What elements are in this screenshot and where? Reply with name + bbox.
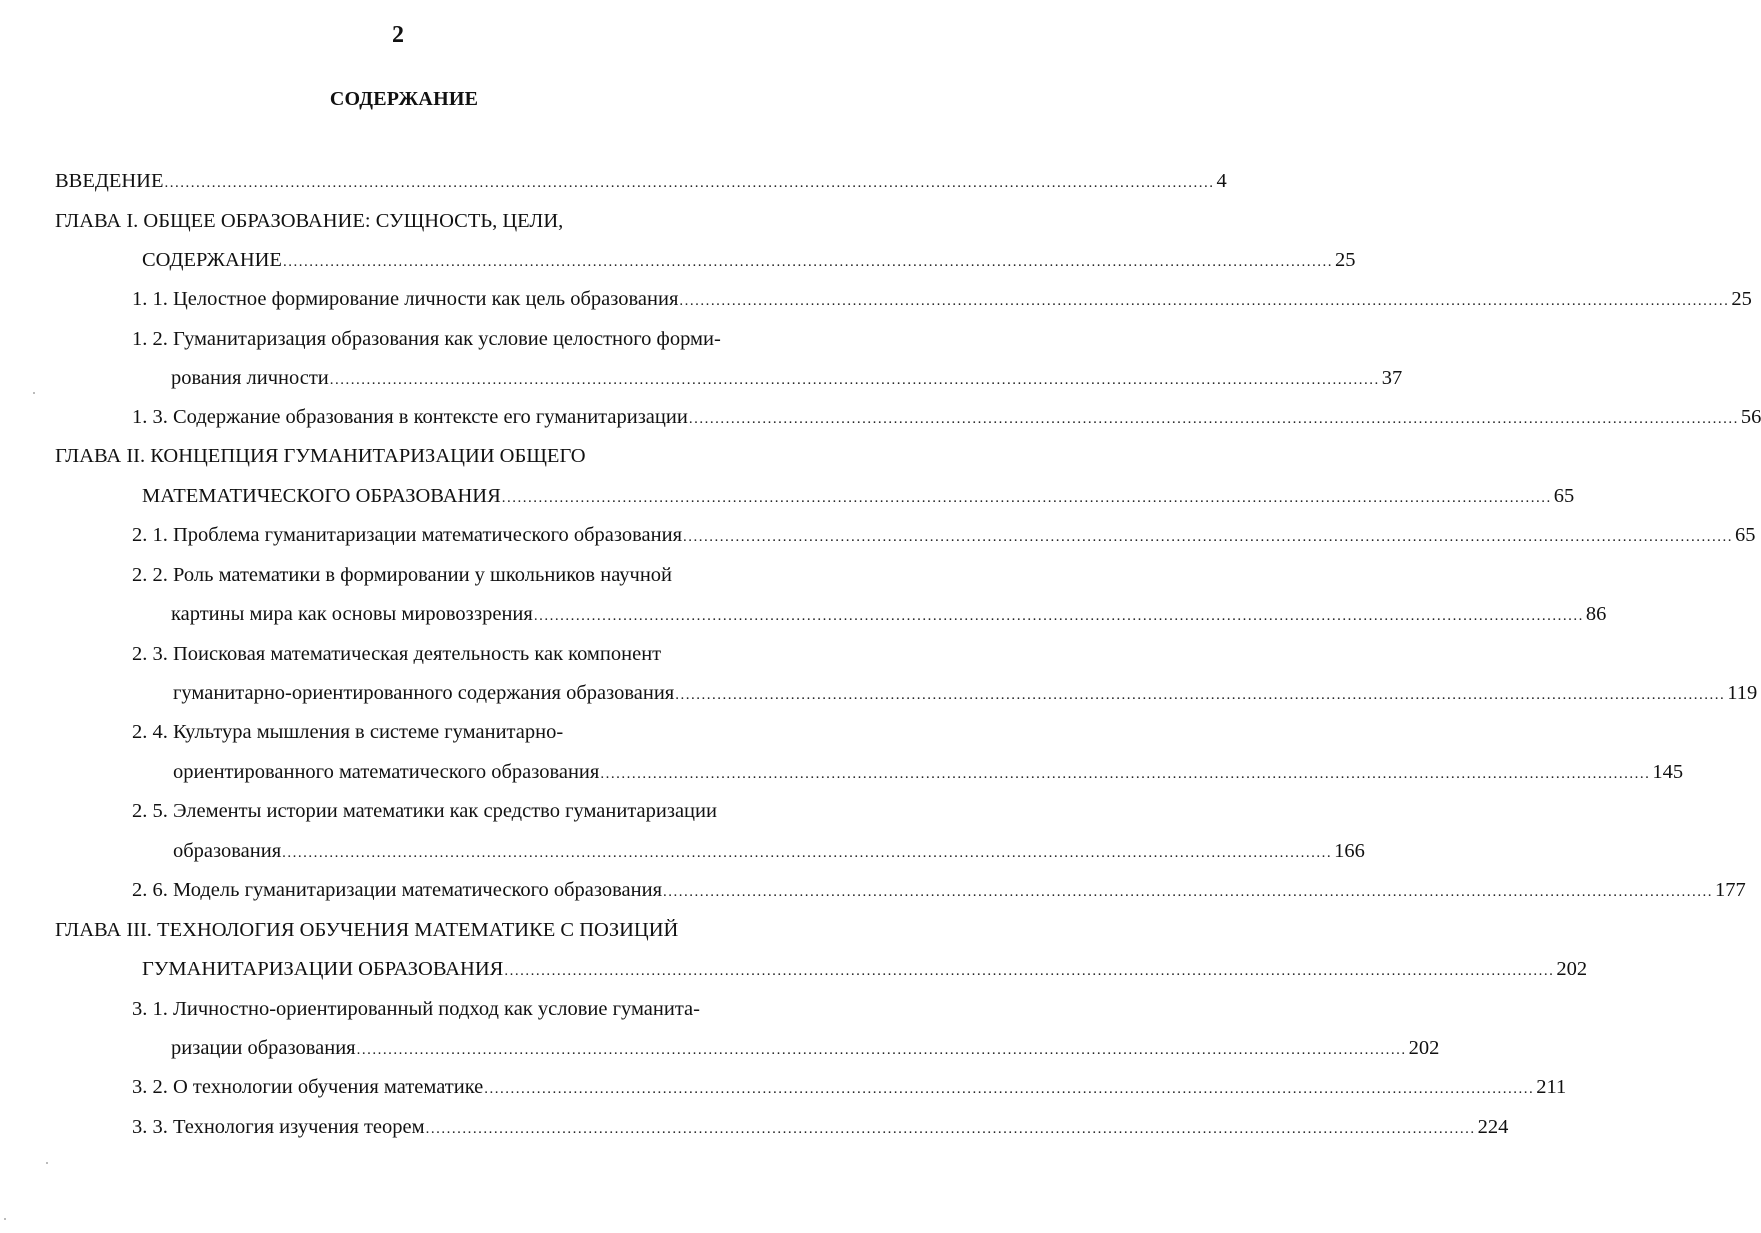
page-title: СОДЕРЖАНИЕ — [329, 88, 479, 110]
toc-section-2-2 — [132, 560, 782, 590]
toc-chapter-2-heading — [55, 441, 755, 471]
toc-entry-text: 1. 1. Целостное формирование личности как цель образования — [132, 288, 679, 310]
dot-leader: ........................................................................................................................................................................................................ — [356, 1042, 1407, 1058]
toc-entry-text: гуманитарно-ориентированного содержания образования — [173, 682, 675, 704]
toc-chapter-3-heading-cont — [142, 954, 1588, 984]
toc-entry-text: ГЛАВА III. ТЕХНОЛОГИЯ ОБУЧЕНИЯ МАТЕМАТИКЕ С ПОЗИЦИЙ — [55, 919, 679, 941]
toc-entry-page: 119 — [1727, 682, 1758, 704]
toc-entry-text: ГЛАВА I. ОБЩЕЕ ОБРАЗОВАНИЕ: СУЩНОСТЬ, ЦЕЛИ, — [55, 210, 564, 232]
toc-entry-page: 37 — [1381, 367, 1403, 389]
toc-entry-text: 3. 3. Технология изучения теорем — [132, 1116, 425, 1138]
toc-entry-page: 202 — [1408, 1037, 1440, 1059]
dot-leader: ........................................................................................................................................................................................................ — [663, 884, 1714, 900]
scan-speck — [4, 1218, 6, 1220]
toc-entry-page: 25 — [1334, 249, 1356, 271]
toc-section-2-6 — [132, 875, 1746, 905]
toc-entry-text: 2. 3. Поисковая математическая деятельность как компонент — [132, 643, 662, 665]
toc-entry-page: 65 — [1553, 485, 1575, 507]
toc-section-1-3 — [132, 402, 1761, 432]
toc-entry-page: 4 — [1216, 170, 1227, 192]
toc-entry-introduction — [55, 166, 1227, 196]
dot-leader: ........................................................................................................................................................................................................ — [484, 1081, 1535, 1097]
toc-entry-text: ГЛАВА II. КОНЦЕПЦИЯ ГУМАНИТАРИЗАЦИИ ОБЩЕГО — [55, 445, 586, 467]
dot-leader: ........................................................................................................................................................................................................ — [688, 411, 1739, 427]
dot-leader: ........................................................................................................................................................................................................ — [329, 372, 1380, 388]
toc-entry-text: рования личности — [171, 367, 329, 389]
toc-entry-text: 2. 4. Культура мышления в системе гуманитарно- — [132, 721, 564, 743]
toc-entry-text: 2. 5. Элементы истории математики как средство гуманитаризации — [132, 800, 717, 822]
dot-leader: ........................................................................................................................................................................................................ — [675, 687, 1726, 703]
toc-section-2-2-cont — [171, 599, 1607, 629]
toc-entry-text: ВВЕДЕНИЕ — [55, 170, 164, 192]
toc-chapter-3-heading — [55, 915, 785, 945]
toc-section-1-2-cont — [171, 363, 1403, 393]
dot-leader: ........................................................................................................................................................................................................ — [164, 175, 1215, 191]
dot-leader: ........................................................................................................................................................................................................ — [600, 766, 1651, 782]
toc-entry-page: 145 — [1652, 761, 1684, 783]
toc-entry-text: 2. 6. Модель гуманитаризации математического образования — [132, 879, 663, 901]
toc-entry-text: 1. 2. Гуманитаризация образования как условие целостного форми- — [132, 328, 721, 350]
dot-leader: ........................................................................................................................................................................................................ — [504, 963, 1555, 979]
toc-entry-page: 177 — [1715, 879, 1746, 901]
toc-section-2-4 — [132, 717, 782, 747]
toc-chapter-2-heading-cont — [142, 481, 1575, 511]
toc-entry-page: 224 — [1477, 1116, 1509, 1138]
toc-entry-text: образования — [173, 840, 282, 862]
toc-section-2-5-cont — [173, 836, 1365, 866]
scan-speck — [46, 1162, 48, 1164]
toc-chapter-1-heading — [55, 206, 755, 236]
toc-entry-page: 65 — [1735, 524, 1756, 546]
page-number: 2 — [392, 22, 404, 48]
toc-entry-text: 3. 1. Личностно-ориентированный подход как условие гуманита- — [132, 998, 700, 1020]
toc-section-3-1-cont — [171, 1033, 1440, 1063]
toc-entry-text: ризации образования — [171, 1037, 356, 1059]
toc-section-2-3 — [132, 639, 782, 669]
toc-section-3-1 — [132, 994, 782, 1024]
dot-leader: ........................................................................................................................................................................................................ — [282, 845, 1333, 861]
toc-entry-page: 86 — [1585, 603, 1607, 625]
toc-section-1-2 — [132, 324, 782, 354]
toc-entry-page: 202 — [1556, 958, 1588, 980]
dot-leader: ........................................................................................................................................................................................................ — [533, 608, 1584, 624]
toc-section-2-3-cont — [173, 678, 1758, 708]
toc-entry-text: 1. 3. Содержание образования в контексте его гуманитаризации — [132, 406, 688, 428]
toc-section-1-1 — [132, 284, 1752, 314]
toc-section-2-4-cont — [173, 757, 1684, 787]
toc-entry-text: СОДЕРЖАНИЕ — [142, 249, 282, 271]
toc-entry-text: ориентированного математического образования — [173, 761, 600, 783]
toc-chapter-1-heading-cont — [142, 245, 1356, 275]
toc-section-2-1 — [132, 520, 1756, 550]
dot-leader: ........................................................................................................................................................................................................ — [425, 1121, 1476, 1137]
toc-entry-page: 25 — [1731, 288, 1752, 310]
scan-speck — [33, 392, 35, 394]
dot-leader: ........................................................................................................................................................................................................ — [683, 529, 1734, 545]
toc-entry-page: 166 — [1334, 840, 1365, 862]
toc-entry-text: картины мира как основы мировоззрения — [171, 603, 533, 625]
toc-entry-text: 2. 2. Роль математики в формировании у школьников научной — [132, 564, 673, 586]
toc-entry-text: МАТЕМАТИЧЕСКОГО ОБРАЗОВАНИЯ — [142, 485, 501, 507]
toc-entry-text: 2. 1. Проблема гуманитаризации математического образования — [132, 524, 683, 546]
toc-entry-page: 211 — [1536, 1076, 1567, 1098]
dot-leader: ........................................................................................................................................................................................................ — [501, 490, 1552, 506]
toc-entry-text: 3. 2. О технологии обучения математике — [132, 1076, 484, 1098]
toc-section-3-2 — [132, 1072, 1567, 1102]
dot-leader: ........................................................................................................................................................................................................ — [679, 293, 1730, 309]
dot-leader: ........................................................................................................................................................................................................ — [282, 254, 1333, 270]
toc-entry-page: 56 — [1740, 406, 1761, 428]
toc-section-3-3 — [132, 1112, 1509, 1142]
toc-entry-text: ГУМАНИТАРИЗАЦИИ ОБРАЗОВАНИЯ — [142, 958, 504, 980]
toc-section-2-5 — [132, 796, 782, 826]
